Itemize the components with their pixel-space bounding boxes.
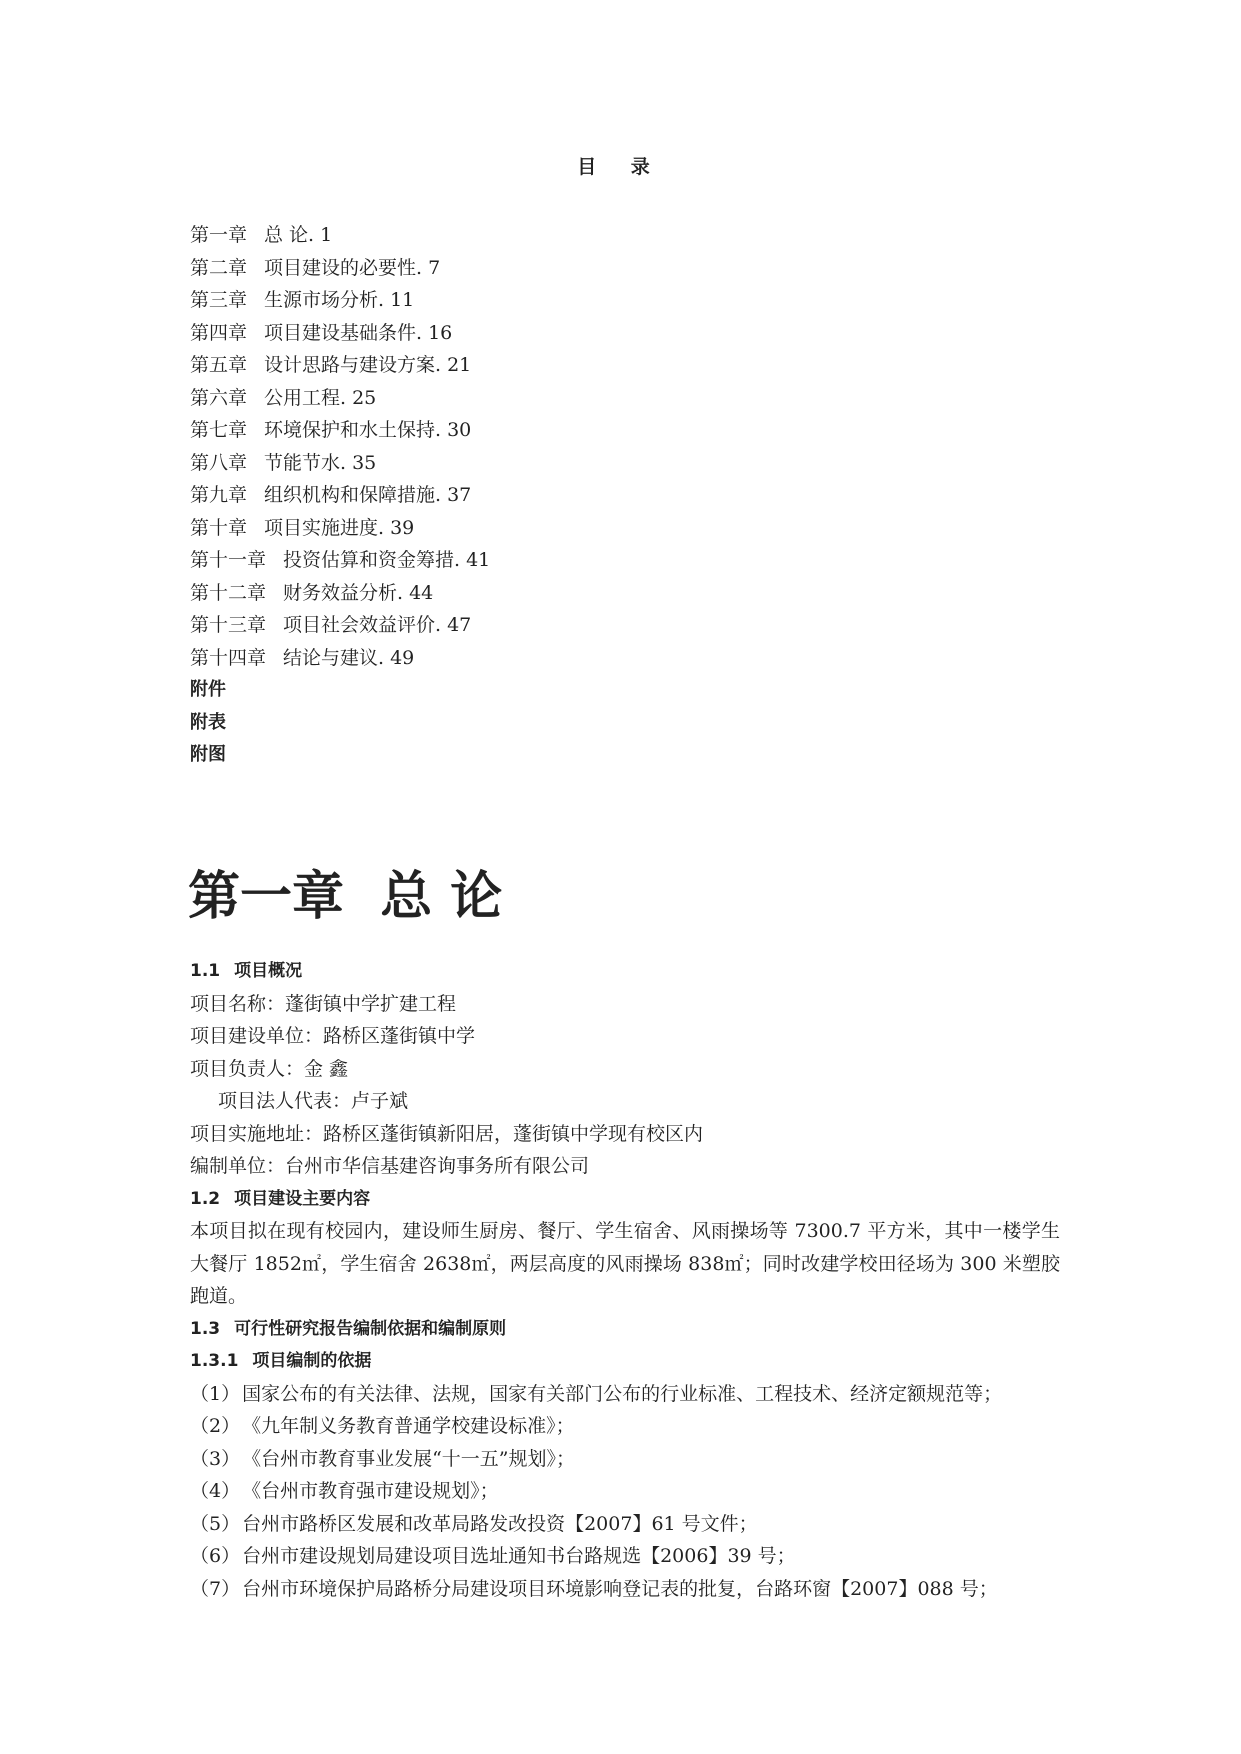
section-heading: [190, 1183, 1060, 1216]
chapter-body: [190, 955, 1060, 1605]
list-text: 台州市路桥区发展和改革局路发改投资【2007】61 号文件；: [242, 1512, 758, 1535]
section-number: 1.2: [190, 1188, 221, 1209]
toc-chapter-number: 第七章: [190, 419, 248, 441]
toc-item[interactable]: [190, 252, 490, 285]
toc-chapter-title: 生源市场分析. 11: [264, 289, 415, 311]
toc-chapter-title: 项目建设基础条件. 16: [264, 321, 453, 344]
toc-chapter-number: 第五章: [190, 354, 248, 376]
toc-chapter-title: 项目社会效益评价. 47: [283, 614, 472, 636]
toc-chapter-number: 第九章: [190, 484, 248, 506]
list-number: （3）: [190, 1447, 241, 1470]
project-leader-line: 项目负责人：金 鑫: [190, 1057, 349, 1080]
toc-chapter-title: 项目实施进度. 39: [264, 516, 415, 539]
section-heading: [190, 955, 1060, 988]
toc-chapter-title: 环境保护和水土保持. 30: [264, 419, 472, 441]
list-number: （2）: [190, 1415, 241, 1437]
list-text: 《九年制义务教育普通学校建设标准》；: [242, 1415, 575, 1437]
section-title: 项目概况: [234, 961, 303, 981]
chapter-title: 第一章 总 论: [188, 866, 503, 927]
project-address-line: 项目实施地址：路桥区蓬街镇新阳居，蓬街镇中学现有校区内: [190, 1122, 704, 1145]
toc-item[interactable]: [190, 479, 490, 512]
section-title: 可行性研究报告编制依据和编制原则: [234, 1318, 507, 1339]
basis-list-item: [190, 1573, 1060, 1606]
toc-chapter-number: 第十二章: [190, 581, 267, 604]
list-text: 《台州市教育事业发展“十一五”规划》；: [242, 1447, 576, 1470]
toc-chapter-number: 第一章: [190, 224, 248, 246]
toc-chapter-title: 投资估算和资金筹措. 41: [283, 549, 491, 571]
subsection-number: 1.3.1: [190, 1351, 239, 1371]
toc-title: 目 录: [577, 156, 664, 178]
basis-list-item: [190, 1378, 1060, 1411]
construction-content-paragraph: 本项目拟在现有校园内，建设师生厨房、餐厅、学生宿舍、风雨操场等 7300.7 平方米，其中一楼学生大餐厅 1852㎡，学生宿舍 2638㎡，两层高度的风雨操场 838㎡；同时改建学校田径场为 300 米塑胶跑道。: [190, 1220, 1060, 1307]
toc-chapter-number: 第六章: [190, 386, 248, 409]
section-heading: [190, 1313, 1060, 1346]
toc-chapter-number: 第四章: [190, 321, 248, 344]
project-owner-line: 项目建设单位：路桥区蓬街镇中学: [190, 1025, 476, 1047]
toc-chapter-number: 第十三章: [190, 614, 267, 636]
toc-chapter-title: 公用工程. 25: [264, 386, 377, 409]
list-number: （7）: [190, 1577, 241, 1600]
list-number: （4）: [190, 1480, 241, 1502]
toc-chapter-title: 结论与建议. 49: [283, 646, 415, 669]
toc-appendix-figures[interactable]: 附图: [190, 744, 226, 765]
basis-list-item: [190, 1508, 1060, 1541]
toc-item[interactable]: [190, 642, 490, 675]
toc-chapter-title: 总 论. 1: [264, 224, 333, 246]
toc-chapter-number: 第十章: [190, 516, 248, 539]
basis-list-item: [190, 1443, 1060, 1476]
project-name-line: 项目名称：蓬街镇中学扩建工程: [190, 992, 457, 1015]
basis-list-item: [190, 1410, 1060, 1443]
toc-chapter-number: 第三章: [190, 289, 248, 311]
toc-chapter-title: 节能节水. 35: [264, 451, 377, 474]
basis-list-item: [190, 1475, 1060, 1508]
toc-chapter-number: 第二章: [190, 256, 248, 279]
list-text: 国家公布的有关法律、法规，国家有关部门公布的行业标准、工程技术、经济定额规范等；: [242, 1382, 1003, 1405]
toc-chapter-title: 项目建设的必要性. 7: [264, 256, 441, 279]
list-text: 《台州市教育强市建设规划》；: [242, 1480, 499, 1502]
toc-item[interactable]: [190, 284, 490, 317]
toc-item[interactable]: [190, 544, 490, 577]
toc-item[interactable]: [190, 414, 490, 447]
legal-representative-line: 项目法人代表：卢子斌: [218, 1090, 409, 1112]
toc-item[interactable]: [190, 317, 490, 350]
toc-chapter-title: 组织机构和保障措施. 37: [264, 484, 472, 506]
toc-chapter-title: 财务效益分析. 44: [283, 581, 434, 604]
toc-item[interactable]: [190, 219, 490, 252]
toc-appendix-tables[interactable]: 附表: [190, 711, 226, 733]
section-number: 1.3: [190, 1318, 221, 1339]
toc-chapter-number: 第十一章: [190, 549, 267, 571]
toc-item[interactable]: [190, 349, 490, 382]
compiler-line: 编制单位：台州市华信基建咨询事务所有限公司: [190, 1155, 590, 1177]
toc-item[interactable]: [190, 447, 490, 480]
list-text: 台州市环境保护局路桥分局建设项目环境影响登记表的批复，台路环窗【2007】088 号；: [242, 1577, 998, 1600]
toc-chapter-title: 设计思路与建设方案. 21: [264, 354, 472, 376]
toc-item[interactable]: [190, 609, 490, 642]
list-text: 台州市建设规划局建设项目选址通知书台路规选【2006】39 号；: [242, 1545, 796, 1567]
toc-chapter-number: 第十四章: [190, 646, 267, 669]
list-number: （6）: [190, 1545, 241, 1567]
section-number: 1.1: [190, 961, 221, 981]
basis-list-item: [190, 1540, 1060, 1573]
toc-chapter-number: 第八章: [190, 451, 248, 474]
toc-item[interactable]: [190, 382, 490, 415]
table-of-contents: [190, 219, 490, 772]
toc-item[interactable]: [190, 512, 490, 545]
toc-appendix-attachments[interactable]: 附件: [190, 679, 226, 700]
list-number: （5）: [190, 1512, 241, 1535]
subsection-title: 项目编制的依据: [252, 1351, 372, 1371]
subsection-heading: [190, 1345, 1060, 1378]
section-title: 项目建设主要内容: [234, 1188, 371, 1209]
toc-item[interactable]: [190, 577, 490, 610]
list-number: （1）: [190, 1382, 241, 1405]
